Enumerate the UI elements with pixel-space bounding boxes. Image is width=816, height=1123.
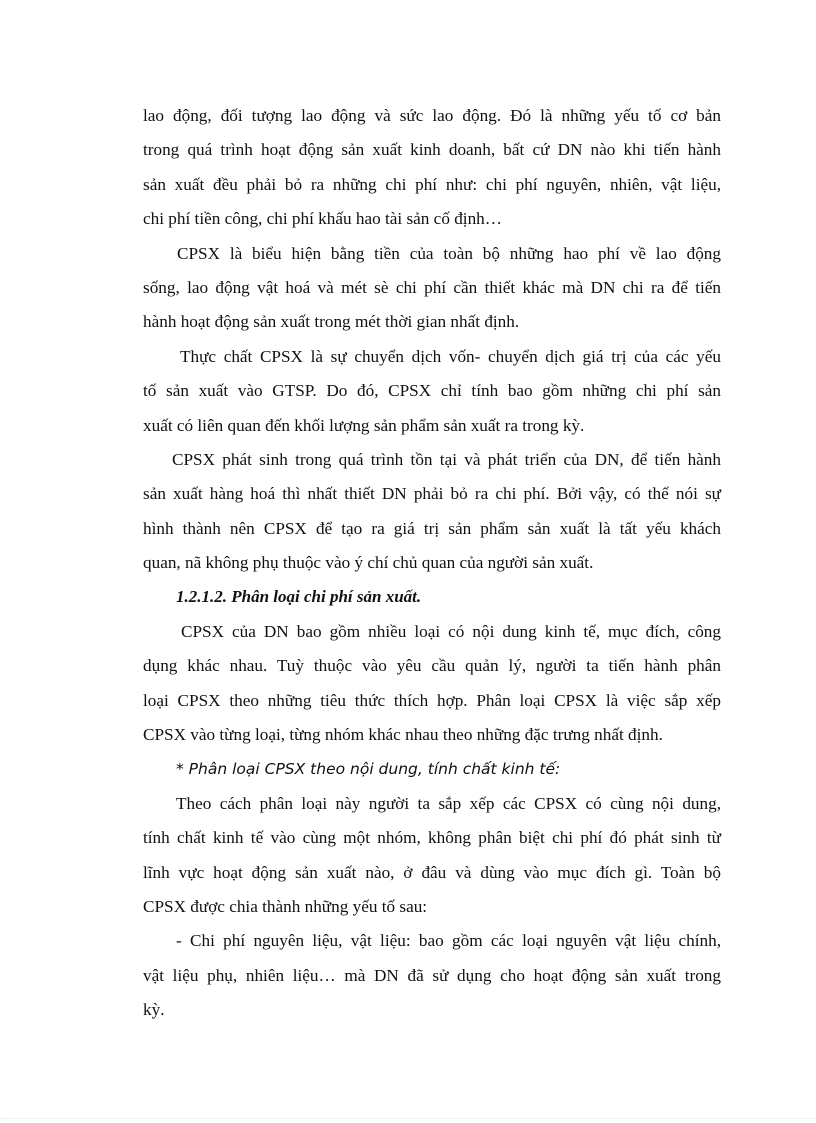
paragraph-6-line-4: CPSX được chia thành những yếu tố sau: bbox=[143, 896, 428, 916]
paragraph-2-line-3: hành hoạt động sản xuất trong mét thời gian nhất định. bbox=[143, 312, 520, 332]
paragraph-4-line-2: sản xuất hàng hoá thì nhất thiết DN phải bỏ ra chi phí. Bởi vậy, có thể nói sự bbox=[143, 484, 721, 504]
paragraph-7-line-3: kỳ. bbox=[143, 1000, 165, 1020]
paragraph-4-line-4: quan, nã không phụ thuộc vào ý chí chủ quan của người sản xuất. bbox=[143, 553, 594, 573]
paragraph-6-line-3: lĩnh vực hoạt động sản xuất nào, ở đâu và dùng vào mục đích gì. Toàn bộ bbox=[143, 862, 721, 882]
paragraph-1-line-4: chi phí tiền công, chi phí khấu hao tài sản cố định… bbox=[143, 209, 502, 229]
paragraph-2-line-1: CPSX là biểu hiện bằng tiền của toàn bộ những hao phí về lao động bbox=[177, 243, 721, 263]
paragraph-1-line-3: sản xuất đều phải bỏ ra những chi phí như: chi phí nguyên, nhiên, vật liệu, bbox=[143, 174, 721, 194]
paragraph-1-line-2: trong quá trình hoạt động sản xuất kinh doanh, bất cứ DN nào khi tiến hành bbox=[143, 140, 721, 160]
paragraph-6-line-2: tính chất kinh tế vào cùng một nhóm, không phân biệt chi phí đó phát sinh từ bbox=[143, 828, 721, 848]
section-heading: 1.2.1.2. Phân loại chi phí sản xuất. bbox=[176, 587, 422, 607]
paragraph-3-line-3: xuất có liên quan đến khối lượng sản phẩm sản xuất ra trong kỳ. bbox=[143, 415, 585, 435]
paragraph-4-line-3: hình thành nên CPSX để tạo ra giá trị sản phẩm sản xuất là tất yếu khách bbox=[143, 518, 721, 538]
subheading-classification: * Phân loại CPSX theo nội dung, tính chất kinh tế: bbox=[176, 760, 561, 779]
paragraph-5-line-2: dụng khác nhau. Tuỳ thuộc vào yêu cầu quản lý, người ta tiến hành phân bbox=[143, 656, 721, 676]
paragraph-4-line-1: CPSX phát sinh trong quá trình tồn tại và phát triển của DN, để tiến hành bbox=[172, 449, 721, 469]
paragraph-3-line-1: Thực chất CPSX là sự chuyển dịch vốn- chuyển dịch giá trị của các yếu bbox=[180, 346, 721, 366]
paragraph-7-line-2: vật liệu phụ, nhiên liệu… mà DN đã sử dụng cho hoạt động sản xuất trong bbox=[143, 965, 721, 985]
document-body bbox=[143, 99, 721, 1028]
paragraph-5-line-3: loại CPSX theo những tiêu thức thích hợp. Phân loại CPSX là việc sắp xếp bbox=[143, 690, 721, 710]
paragraph-6-line-1: Theo cách phân loại này người ta sắp xếp các CPSX có cùng nội dung, bbox=[176, 793, 721, 813]
paragraph-5-line-1: CPSX của DN bao gồm nhiều loại có nội dung kinh tế, mục đích, công bbox=[181, 621, 721, 641]
paragraph-5-line-4: CPSX vào từng loại, từng nhóm khác nhau theo những đặc trưng nhất định. bbox=[143, 725, 663, 745]
page-bottom-rule bbox=[0, 1118, 816, 1119]
paragraph-1-line-1: lao động, đối tượng lao động và sức lao động. Đó là những yếu tố cơ bản bbox=[143, 106, 721, 125]
paragraph-7-line-1: - Chi phí nguyên liệu, vật liệu: bao gồm các loại nguyên vật liệu chính, bbox=[176, 931, 721, 951]
paragraph-3-line-2: tố sản xuất vào GTSP. Do đó, CPSX chỉ tính bao gồm những chi phí sản bbox=[143, 381, 721, 401]
paragraph-2-line-2: sống, lao động vật hoá và mét sè chi phí cần thiết khác mà DN chi ra để tiến bbox=[143, 277, 721, 297]
